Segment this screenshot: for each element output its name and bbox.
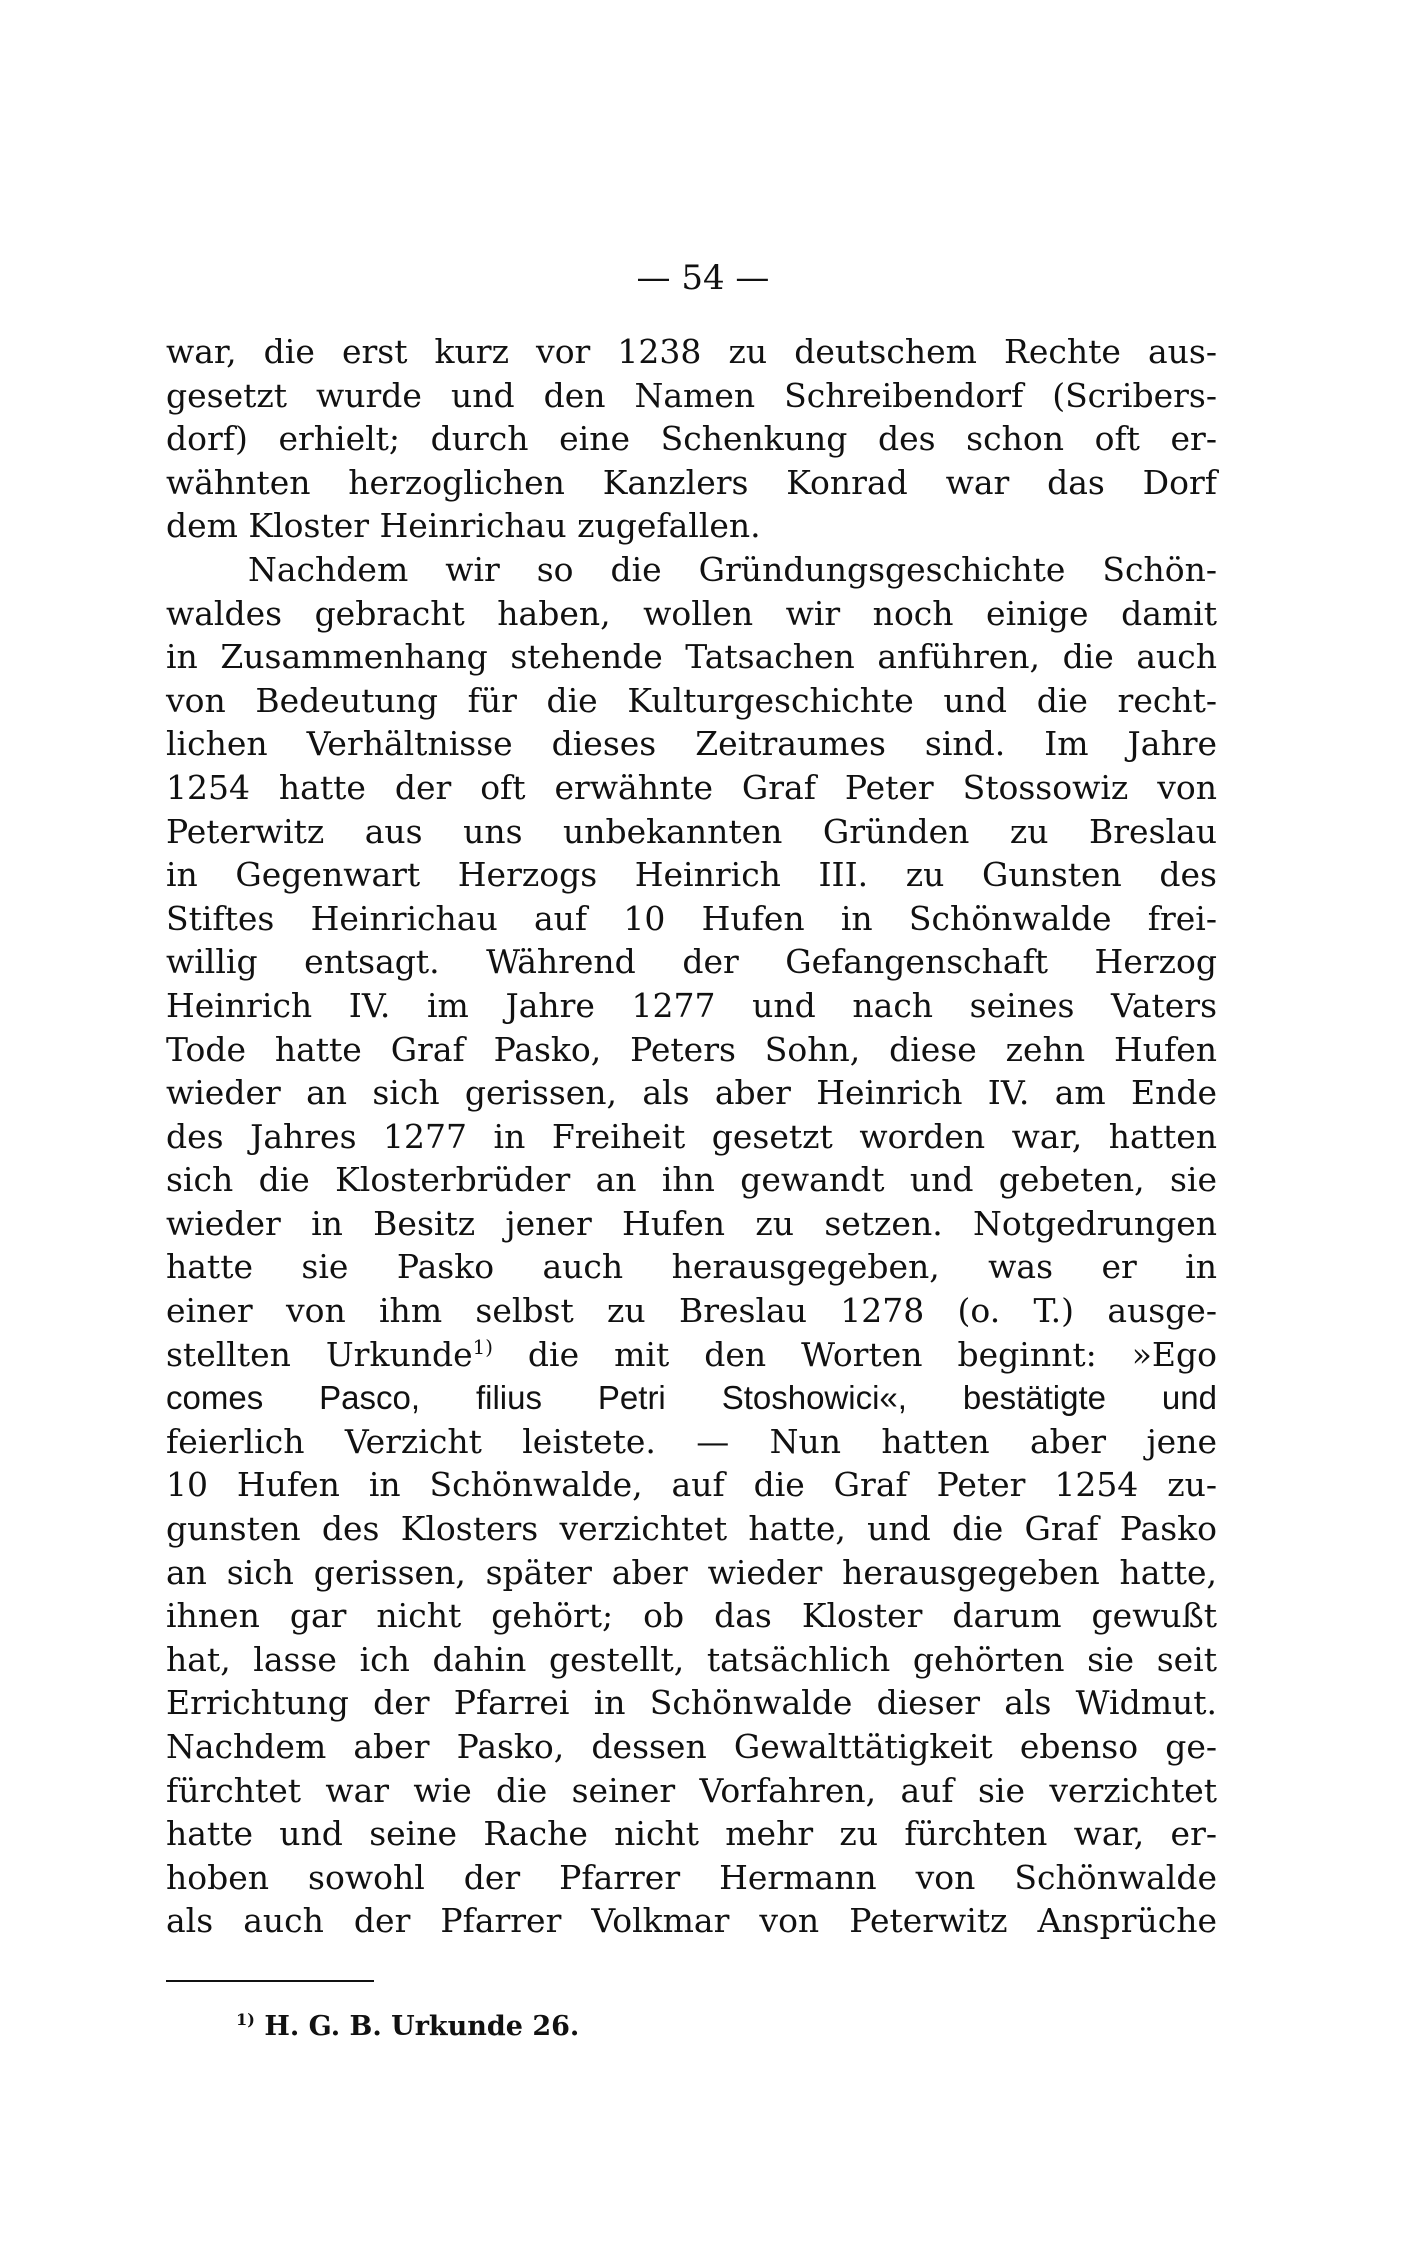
text-line: hatte und seine Rache nicht mehr zu fürchten war, er- [166,1814,1217,1854]
text-line: wieder an sich gerissen, als aber Heinrich IV. am Ende [166,1073,1217,1113]
text-line: lichen Verhältnisse dieses Zeitraumes sind. Im Jahre [166,724,1217,764]
text-line-latin: comes Pasco, filius Petri Stoshowici«, bestätigte und [166,1379,1217,1417]
text-line: Nachdem aber Pasko, dessen Gewalttätigkeit ebenso ge- [166,1727,1217,1766]
text-line: an sich gerissen, später aber wieder herausgegeben hatte, [166,1552,1217,1592]
text-line: des Jahres 1277 in Freiheit gesetzt worden war, hatten [166,1116,1217,1156]
text-line: ihnen gar nicht gehört; ob das Kloster darum gewußt [166,1596,1217,1636]
page-number: — 54 — [636,258,770,298]
text-line: Nachdem wir so die Gründungsgeschichte Schön- [248,549,1217,589]
text-line: gunsten des Klosters verzichtet hatte, und die Graf Pasko [166,1509,1217,1549]
footnote [236,2010,579,2044]
footnote-reference: 1) [472,1335,493,1359]
footnote-text: H. G. B. Urkunde 26. [254,2011,580,2042]
text-line: als auch der Pfarrer Volkmar von Peterwitz Ansprüche [166,1901,1217,1941]
text-line: feierlich Verzicht leistete. — Nun hatten aber jene [166,1421,1217,1461]
text-line: Heinrich IV. im Jahre 1277 und nach seines Vaters [166,985,1217,1025]
text-line: sich die Klosterbrüder an ihn gewandt und gebeten, sie [166,1160,1217,1200]
text-line: in Zusammenhang stehende Tatsachen anführen, die auch [166,637,1217,677]
text-line: von Bedeutung für die Kulturgeschichte und die recht- [166,680,1217,720]
text-line: hat, lasse ich dahin gestellt, tatsächlich gehörten sie seit [166,1639,1217,1679]
text-line: Stiftes Heinrichau auf 10 Hufen in Schönwalde frei- [166,898,1217,938]
text-line: waldes gebracht haben, wollen wir noch einige damit [166,593,1217,633]
text-fragment: stellten Urkunde [166,1334,473,1374]
text-line: fürchtet war wie die seiner Vorfahren, auf sie verzichtet [166,1770,1217,1810]
text-line: Peterwitz aus uns unbekannten Gründen zu Breslau [166,811,1217,851]
text-line: war, die erst kurz vor 1238 zu deutschem Rechte aus- [166,332,1217,371]
text-line: 10 Hufen in Schönwalde, auf die Graf Peter 1254 zu- [166,1465,1217,1505]
text-line: Errichtung der Pfarrei in Schönwalde dieser als Widmut. [166,1683,1217,1723]
text-line: wähnten herzoglichen Kanzlers Konrad war das Dorf [166,462,1217,502]
footnote-marker: 1) [236,2010,255,2029]
text-line: 1254 hatte der oft erwähnte Graf Peter Stossowiz von [166,767,1217,807]
text-fragment: die mit den Worten beginnt: »Ego [492,1334,1217,1374]
footnote-divider [166,1980,374,1982]
text-line: dem Kloster Heinrichau zugefallen. [166,506,761,546]
text-line: gesetzt wurde und den Namen Schreibendorf (Scribers- [166,375,1217,415]
body-text [166,330,1217,1943]
text-line: Tode hatte Graf Pasko, Peters Sohn, diese zehn Hufen [166,1029,1217,1069]
text-line: hoben sowohl der Pfarrer Hermann von Schönwalde [166,1857,1217,1897]
text-line: dorf) erhielt; durch eine Schenkung des schon oft er- [166,419,1217,459]
text-line-with-footnote-ref [166,1333,1217,1377]
text-line: in Gegenwart Herzogs Heinrich III. zu Gunsten des [166,855,1217,895]
text-line: hatte sie Pasko auch herausgegeben, was er in [166,1247,1217,1287]
text-line: willig entsagt. Während der Gefangenschaft Herzog [166,942,1217,982]
text-line: wieder in Besitz jener Hufen zu setzen. Notgedrungen [166,1203,1217,1243]
text-line: einer von ihm selbst zu Breslau 1278 (o. T.) ausge- [166,1291,1217,1331]
